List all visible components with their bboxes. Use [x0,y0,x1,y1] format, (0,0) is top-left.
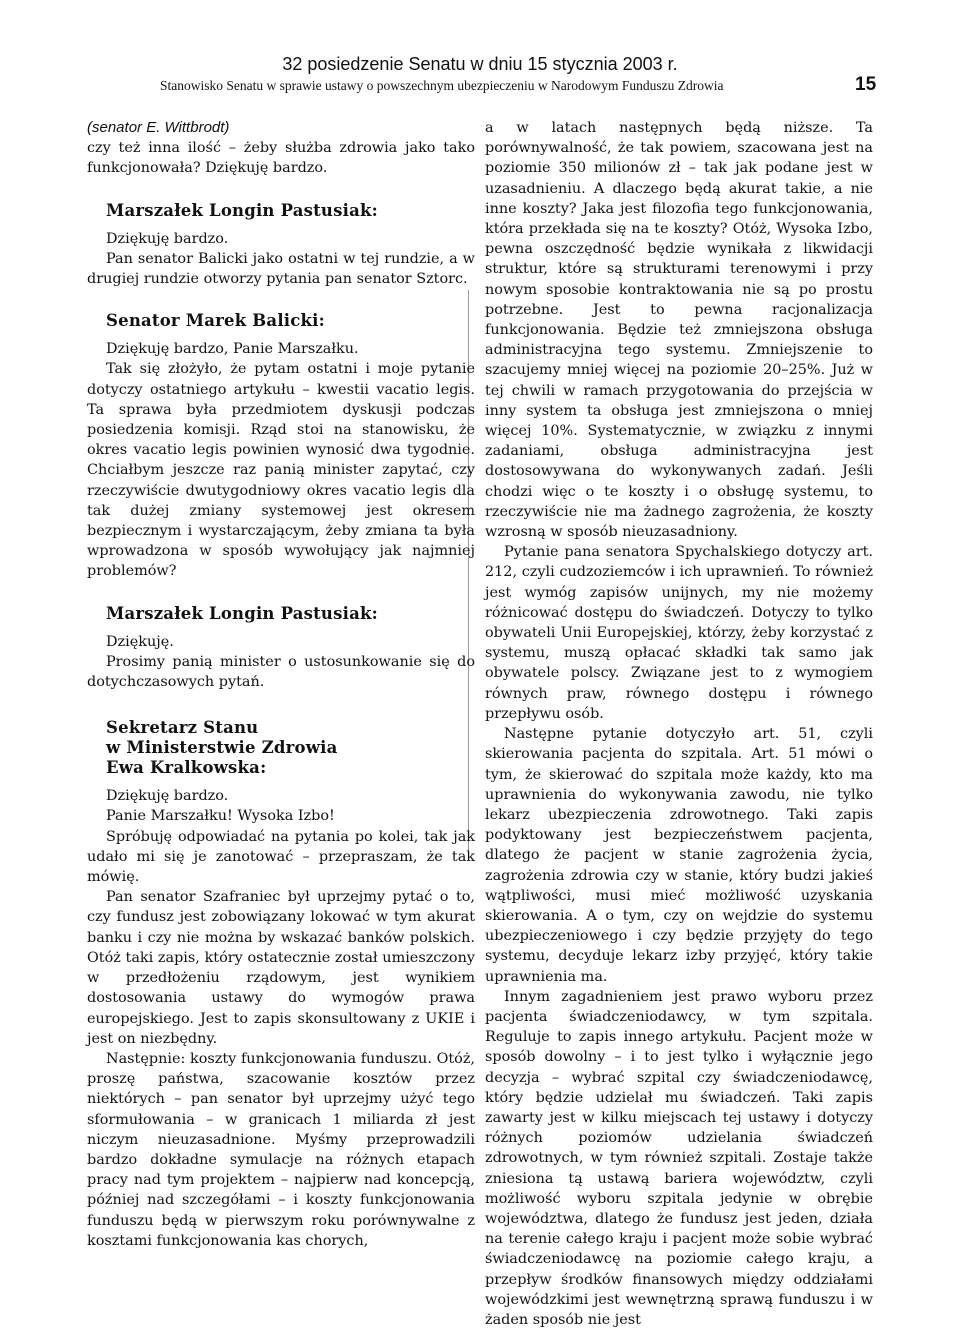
paragraph: Prosimy panią minister o ustosunkowanie się do dotychczasowych pytań. [87,653,475,691]
paragraph: Pan senator Balicki jako ostatni w tej rundzie, a w drugiej rundzie otworzy pytania pan senator Sztorc. [87,250,475,288]
speaker-line: Ewa Kralkowska: [106,758,267,778]
paragraph: Innym zagadnieniem jest prawo wyboru przez pacjenta świadczeniodawcy, w tym szpitala. Reguluje to zapis innego artykułu. Pacjent może w sposób dowolny – i to jest tylko i wyłącznie jego decyzja – wybrać szpital czy świadczeniodawcę, który będzie udzielał mu świadczeń. Taki zapis zawarty jest w kilku miejscach tej ustawy i dotyczy różnych poziomów udzielania świadczeń zdrowotnych, w tym również szpitali. Zostaje także zniesiona tą ustawą bariera województw, czyli możliwość wyboru szpitala jedynie w obrębie województwa, dlatego że fundusz jest jeden, działa na terenie całego kraju i pacjent może sobie wybrać świadczeniodawcę na poziomie całego kraju, a przepływ środków finansowych między oddziałami wojewódzkimi jest wewnętrzną sprawą funduszu i w żaden sposób nie jest [485,988,873,1328]
speaker-heading-secretary [106,718,475,778]
paragraph: Tak się złożyło, że pytam ostatni i moje pytanie dotyczy ostatniego artykułu – kwestii vacatio legis. Ta sprawa była przedmiotem dyskusji podczas posiedzenia komisji. Rząd stoi na stanowisku, że okres vacatio legis powinien wynosić dwa tygodnie. Chciałbym jeszcze raz panią minister zapytać, czy rzeczywiście dwutygodniowy okres vacatio legis dla tak dużej zmiany systemowej jest okresem bezpiecznym i wystarczającym, żeby zmiana ta była wprowadzona w sposób wywołujący jak najmniej problemów? [87,361,475,580]
left-column [87,118,475,1251]
paragraph: Panie Marszałku! Wysoka Izbo! [106,808,335,825]
paragraph: a w latach następnych będą niższe. Ta porównywalność, że tak powiem, szacowana jest na poziomie 350 milionów zł – tak jak podane jest w uzasadnieniu. A dlaczego będą akurat takie, a nie inne koszty? Jaka jest filozofia tego funkcjonowania, która przekłada się na te koszty? Otóż, Wysoka Izbo, pewna oszczędność będzie wynikała z likwidacji struktur, które są strukturami terenowymi i przy nowym sposobie kontraktowania nie są po prostu potrzebne. Jest to pewna racjonalizacja funkcjonowania. Będzie też zmniejszona obsługa administracyjna tego systemu. Zmniejszenie to szacujemy mniej więcej na poziomie 20–25%. Już w tej chwili w ramach przygotowania do przejścia w inny system ta obsługa jest zmniejszona o mniej więcej 10%. Systematycznie, w związku z innymi zadaniami, obsługa administracyjna jest dostosowywana do wykonywanych zadań. Jeśli chodzi więc o te koszty i o obsługę systemu, to rzeczywiście nie ma żadnego zagrożenia, że koszty wzrosną w sposób nieuzasadniony. [485,120,873,541]
speaker-heading: Marszałek Longin Pastusiak: [106,603,378,623]
paragraph: Dziękuję. [106,633,174,650]
page-number: 15 [855,74,877,95]
speaker-heading: Marszałek Longin Pastusiak: [106,200,378,220]
paragraph: czy też inna ilość – żeby służba zdrowia jako tako funkcjonowała? Dziękuję bardzo. [87,140,475,177]
speaker-line: Sekretarz Stanu [106,718,259,738]
session-title: 32 posiedzenie Senatu w dniu 15 stycznia 2003 r. [282,54,678,74]
paragraph: Spróbuję odpowiadać na pytania po kolei, tak jak udało mi się je zanotować – przepraszam, że tak mówię. [87,828,475,886]
page-header [0,0,960,120]
paragraph: Następnie: koszty funkcjonowania funduszu. Otóż, proszę państwa, szacowanie kosztów przez niektórych – pan senator był uprzejmy użyć tego sformułowania – w granicach 1 miliarda zł jest niczym nieuzasadnione. Myśmy przeprowadzili bardzo dokładne symulacje na różnych etapach pracy nad tym projektem – najpierw nad koncepcją, później nad szczegółami – i koszty funkcjonowania funduszu będą w pierwszym roku porównywalne z kosztami funkcjonowania kas chorych, [87,1050,475,1249]
senator-note: (senator E. Wittbrodt) [87,119,230,136]
paragraph: Następne pytanie dotyczyło art. 51, czyli skierowania pacjenta do szpitala. Art. 51 mówi o tym, że skierować do szpitala może każdy, kto ma uprawnienia do wykonywania zawodu, nie tylko lekarz ubezpieczenia zdrowotnego. Taki zapis podyktowany jest bezpieczeństwem pacjenta, dlatego że pacjent w stanie zagrożenia życia, zagrożenia zdrowia czy w stanie, który budzi jakieś wątpliwości, musi mieć możliwość uzyskania skierowania. A o tym, czy on wejdzie do systemu ubezpieczeniowego i czy będzie przyjęty do tego systemu, decyduje lekarz izby przyjęć, który takie uprawnienia ma. [485,726,873,985]
section-subtitle: Stanowisko Senatu w sprawie ustawy o powszechnym ubezpieczeniu w Narodowym Funduszu Zdrowia [160,78,724,93]
right-column [485,118,873,1330]
paragraph: Dziękuję bardzo. [106,230,229,247]
paragraph: Pytanie pana senatora Spychalskiego dotyczy art. 212, czyli cudzoziemców i ich uprawnień. To również jest wymóg zapisów unijnych, my nie możemy różnicować dostępu do świadczeń. Dotyczy to tylko obywateli Unii Europejskiej, którzy, żeby korzystać z systemu, muszą opłacać składki tak samo jak obywatele polscy. Związane jest to z wymogiem równych praw, równego dostępu i równego przepływu osób. [485,544,873,722]
speaker-line: w Ministerstwie Zdrowia [106,738,338,758]
paragraph: Dziękuję bardzo. [106,788,229,805]
paragraph: Dziękuję bardzo, Panie Marszałku. [106,341,359,358]
speaker-heading: Senator Marek Balicki: [106,311,325,331]
paragraph: Pan senator Szafraniec był uprzejmy pytać o to, czy fundusz jest zobowiązany lokować w tym akurat banku i czy nie można by wskazać banków polskich. Otóż taki zapis, który ostatecznie został umieszczony w przedłożeniu rządowym, jest wynikiem dostosowania ustawy do wymogów prawa europejskiego. Jest to zapis skonsultowany z UKIE i jest on niezbędny. [87,889,475,1047]
